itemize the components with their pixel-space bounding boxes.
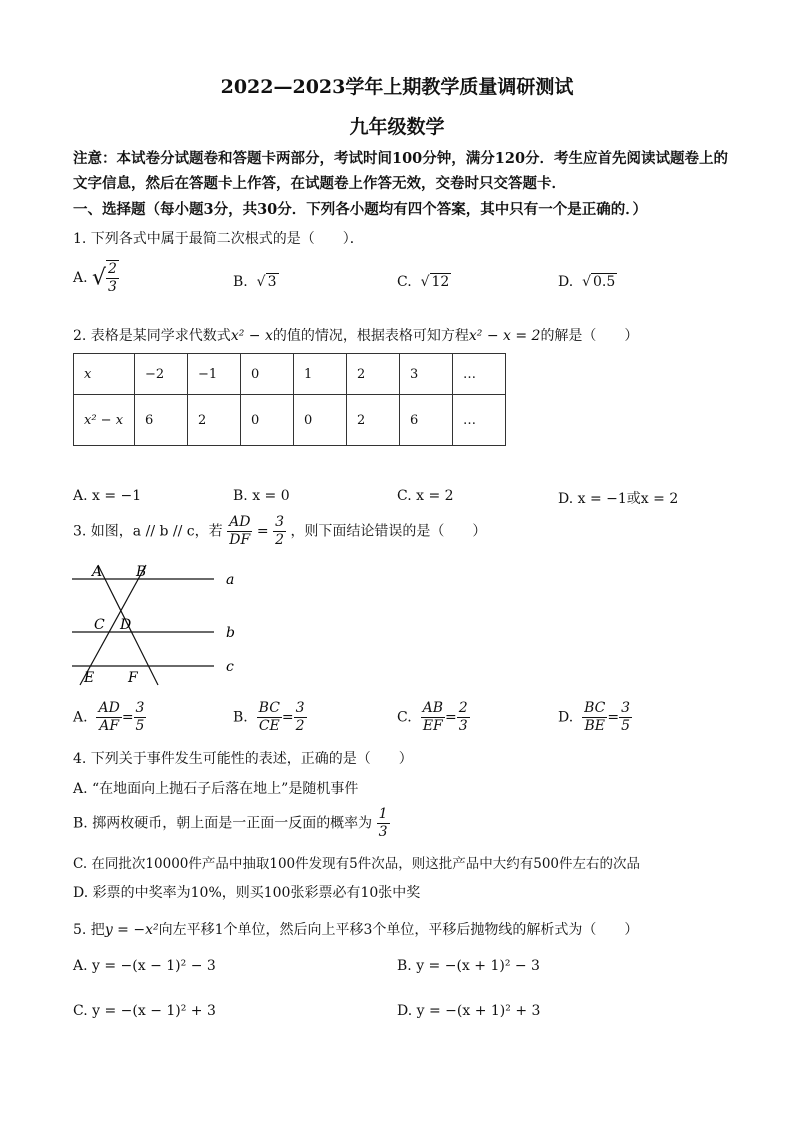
q2-option-a: A. x = −1 (73, 488, 142, 504)
table-cell: −2 (135, 354, 188, 395)
notice-text: 注意：本试卷分试题卷和答题卡两部分，考试时间100分钟，满分120分．考生应首先阅读试题卷上的文字信息，然后在答题卡上作答，在试题卷上作答无效，交卷时只交答题卡． (73, 150, 729, 192)
label-C: C (94, 617, 105, 633)
value-table (73, 353, 506, 446)
transversal-bce (80, 565, 146, 685)
table-cell: 6 (400, 395, 453, 446)
q2-option-d: D. x = −1或x = 2 (558, 491, 679, 507)
table-cell: 6 (135, 395, 188, 446)
q5-stem: 5. 把y = −x²向左平移1个单位，然后向上平移3个单位，平移后抛物线的解析式为（ ） (73, 922, 639, 938)
q3-option-c: C. $\frac{AB}{EF}$ = $\frac{2}{3}$ (397, 700, 468, 734)
table-cell: 0 (294, 395, 347, 446)
label-F: F (128, 670, 138, 686)
table-cell: 0 (241, 395, 294, 446)
q1-option-c: C. √ 12 (397, 274, 450, 290)
table-cell: … (453, 354, 506, 395)
table-header-x: x (74, 354, 135, 395)
label-A: A (92, 564, 103, 580)
label-E: E (84, 670, 95, 686)
q3-stem: 3. 如图，a // b // c，若 $\frac{AD}{DF}$ = $\frac{3}{2}$ ，则下面结论错误的是（ ） (73, 514, 487, 548)
q2-option-c: C. x = 2 (397, 488, 454, 504)
label-a: a (226, 572, 235, 588)
q1-option-d: D. √ 0.5 (558, 274, 616, 290)
q2-stem: 2. 表格是某同学求代数式x² − x的值的情况，根据表格可知方程x² − x = 2的解是（ ） (73, 328, 639, 344)
table-cell: 2 (347, 395, 400, 446)
label-B: B (136, 564, 147, 580)
q4-option-d: D. 彩票的中奖率为10%，则买100张彩票必有10张中奖 (73, 885, 421, 901)
table-cell: 2 (347, 354, 400, 395)
q1-option-a: A. √ $\frac{2}{3}$ (73, 261, 117, 295)
parallel-lines-figure (68, 560, 258, 690)
q3-option-a: A. $\frac{AD}{AF}$ = $\frac{3}{5}$ (73, 700, 145, 734)
table-cell: … (453, 395, 506, 446)
table-row (74, 354, 506, 395)
q5-option-a: A. y = −(x − 1)² − 3 (73, 958, 216, 974)
table-cell: 3 (400, 354, 453, 395)
q1-a-fraction: $\frac{2}{3}$ (108, 261, 117, 295)
q5-option-d: D. y = −(x + 1)² + 3 (397, 1003, 541, 1019)
q4-option-b: B. 掷两枚硬币，朝上面是一正面一反面的概率为 $\frac{1}{3}$ (73, 806, 388, 840)
q1-option-b: B. √ 3 (233, 274, 277, 290)
table-header-expr: x² − x (74, 395, 135, 446)
table-cell: 1 (294, 354, 347, 395)
q3-option-b: B. $\frac{BC}{CE}$ = $\frac{3}{2}$ (233, 700, 305, 734)
label-c: c (226, 659, 234, 675)
q4-option-c: C. 在同批次10000件产品中抽取100件发现有5件次品，则这批产品中大约有500件左右的次品 (73, 856, 640, 872)
table-row (74, 395, 506, 446)
q4-stem: 4. 下列关于事件发生可能性的表述，正确的是（ ） (73, 751, 413, 767)
q2-option-b: B. x = 0 (233, 488, 290, 504)
label-D: D (120, 617, 132, 633)
table-cell: −1 (188, 354, 241, 395)
q1-a-label: A. (73, 270, 88, 286)
table-cell: 2 (188, 395, 241, 446)
table-cell: 0 (241, 354, 294, 395)
section-heading: 一、选择题（每小题3分，共30分．下列各小题均有四个答案，其中只有一个是正确的．） (73, 201, 648, 218)
q3-option-d: D. $\frac{BC}{BE}$ = $\frac{3}{5}$ (558, 700, 631, 734)
exam-title: 2022—2023学年上期教学质量调研测试 (220, 76, 574, 98)
label-b: b (226, 625, 235, 641)
q5-option-c: C. y = −(x − 1)² + 3 (73, 1003, 216, 1019)
q5-option-b: B. y = −(x + 1)² − 3 (397, 958, 540, 974)
q1-stem: 1. 下列各式中属于最简二次根式的是（ ）． (73, 231, 364, 247)
subject-title: 九年级数学 (349, 116, 445, 138)
q4-option-a: A. “在地面向上抛石子后落在地上”是随机事件 (73, 781, 359, 797)
